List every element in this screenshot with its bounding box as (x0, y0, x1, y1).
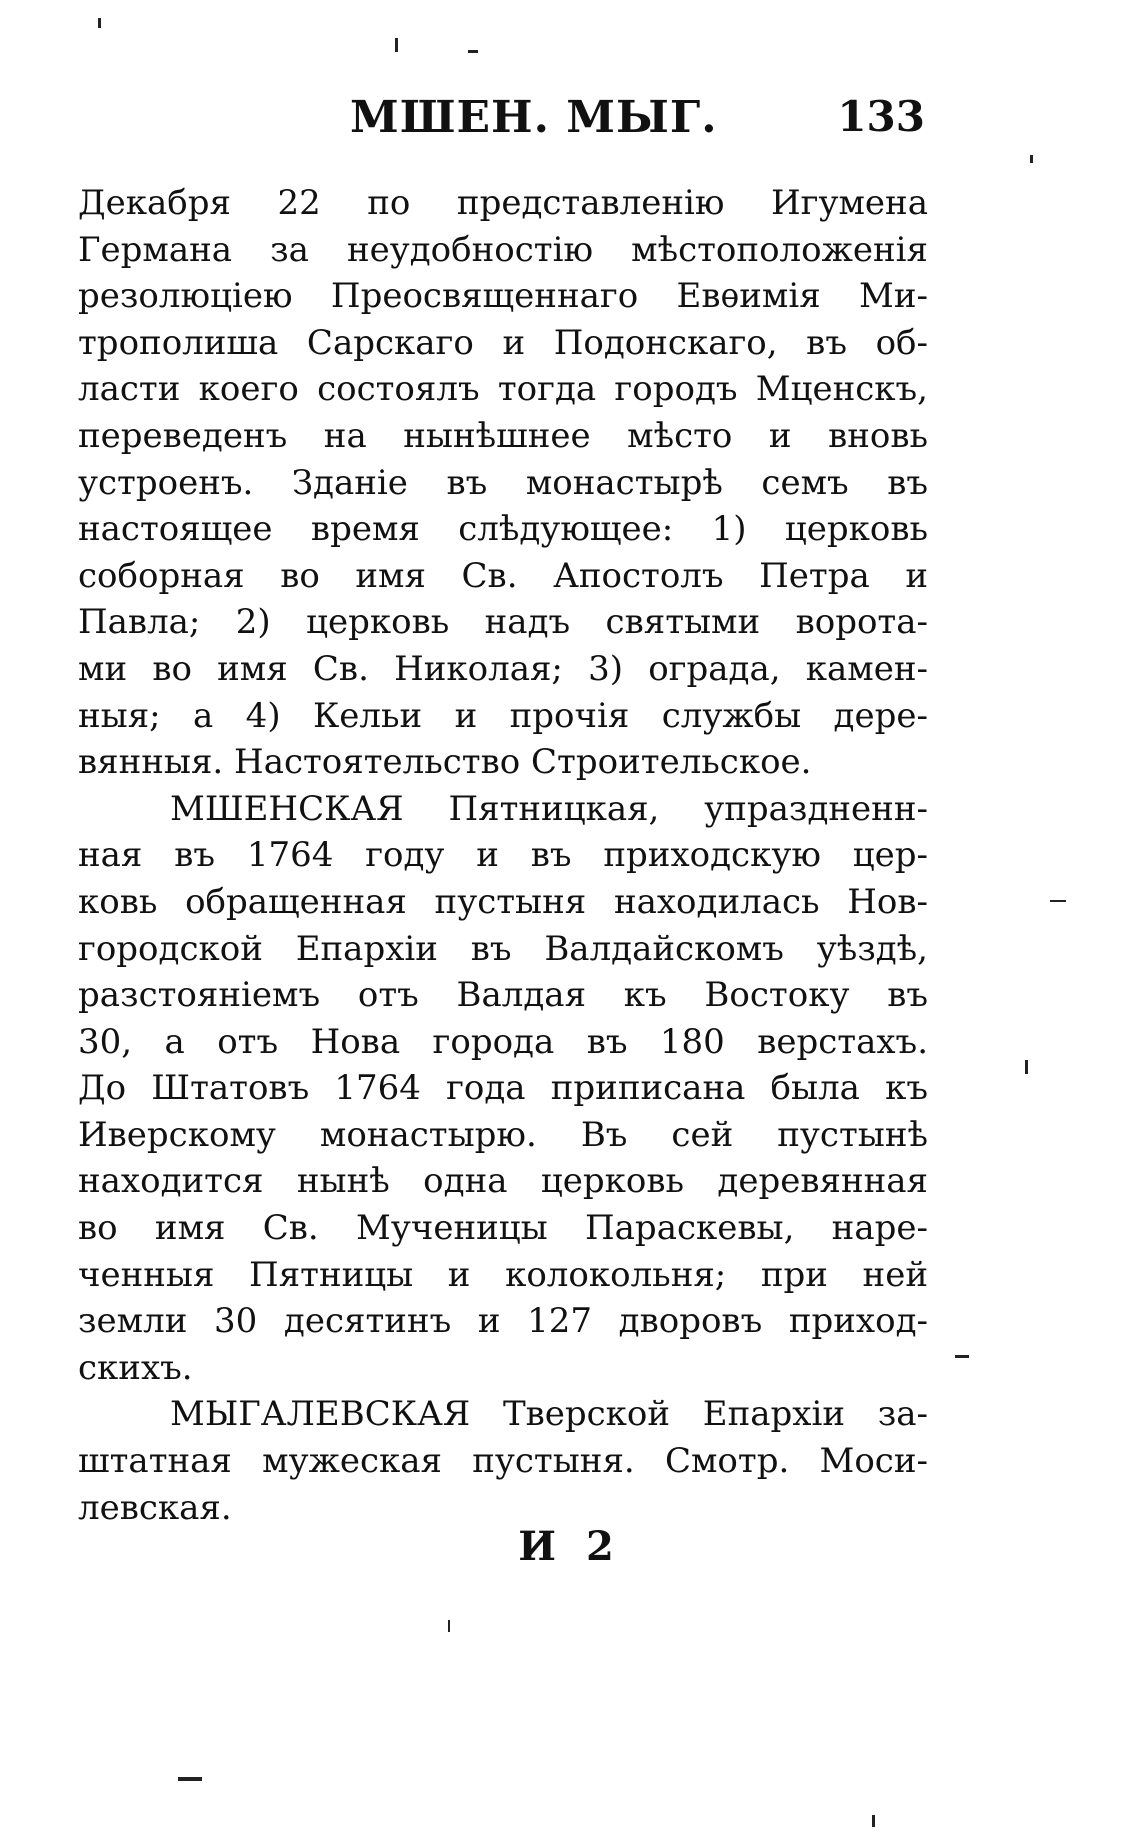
scan-speck (395, 38, 398, 52)
text-line: ковь обращенная пустыня находилась Нов- (78, 881, 928, 922)
page-number: 133 (837, 92, 925, 141)
text-line: ченныя Пятницы и колокольня; при ней (78, 1254, 928, 1295)
scan-speck (1050, 900, 1066, 902)
scan-speck (1025, 1060, 1028, 1074)
text-line: ныя; а 4) Кельи и прочія службы дере- (78, 695, 928, 736)
text-line: Павла; 2) церковь надъ святыми ворота- (78, 602, 928, 643)
text-line: Иверскому монастырю. Въ сей пустынѣ (78, 1114, 928, 1155)
text-line: устроенъ. Зданіе въ монастырѣ семъ въ (78, 462, 928, 503)
text-line: настоящее время слѣдующее: 1) церковь (78, 509, 928, 550)
text-line: штатная мужеская пустыня. Смотр. Моси- (78, 1441, 928, 1482)
scan-speck (178, 1777, 202, 1781)
text-line: Декабря 22 по представленію Игумена (78, 183, 928, 223)
text-line: скихъ. (78, 1347, 193, 1388)
text-line: резолюціею Преосвященнаго Евѳимія Ми- (78, 276, 928, 317)
text-line: вянныя. Настоятельство Строительское. (78, 742, 812, 783)
scan-speck (468, 50, 478, 53)
scan-speck (98, 18, 101, 28)
entry-heading-line: МШЕНСКАЯ Пятницкая, упраздненн- (170, 788, 928, 829)
signature-mark: И 2 (518, 1523, 622, 1570)
text-line: левская. (78, 1487, 232, 1528)
text-line: ми во имя Св. Николая; 3) ограда, камен- (78, 648, 928, 689)
running-head (80, 92, 925, 152)
scan-speck (1030, 155, 1033, 163)
text-line: ласти коего состоялъ тогда городъ Мценскъ, (78, 369, 928, 410)
text-line: находится нынѣ одна церковь деревянная (78, 1161, 928, 1202)
text-line: городской Епархіи въ Валдайскомъ уѣздѣ, (78, 928, 928, 969)
text-line: соборная во имя Св. Апостолъ Петра и (78, 555, 928, 596)
scan-speck (955, 1355, 969, 1358)
text-line: переведенъ на нынѣшнее мѣсто и вновь (78, 415, 928, 456)
text-line: земли 30 десятинъ и 127 дворовъ приход- (78, 1301, 928, 1342)
text-line: разстояніемъ отъ Валдая къ Востоку въ (78, 975, 928, 1016)
running-title: МШЕН. МЫГ. (350, 92, 718, 143)
text-line: трополиша Сарскаго и Подонскаго, въ об- (78, 322, 928, 363)
text-line: ная въ 1764 году и въ приходскую цер- (78, 835, 928, 876)
scan-speck (448, 1620, 450, 1632)
entry-heading-line: МЫГАЛЕВСКАЯ Тверской Епархіи за- (170, 1394, 928, 1435)
body-text (78, 180, 928, 1531)
scan-speck (872, 1815, 875, 1827)
text-line: 30, а отъ Нова города въ 180 верстахъ. (78, 1021, 928, 1062)
text-line: во имя Св. Мученицы Параскевы, наре- (78, 1208, 928, 1249)
text-line: Германа за неудобностію мѣстоположенія (78, 229, 928, 270)
text-line: До Штатовъ 1764 года приписана была къ (78, 1068, 928, 1109)
